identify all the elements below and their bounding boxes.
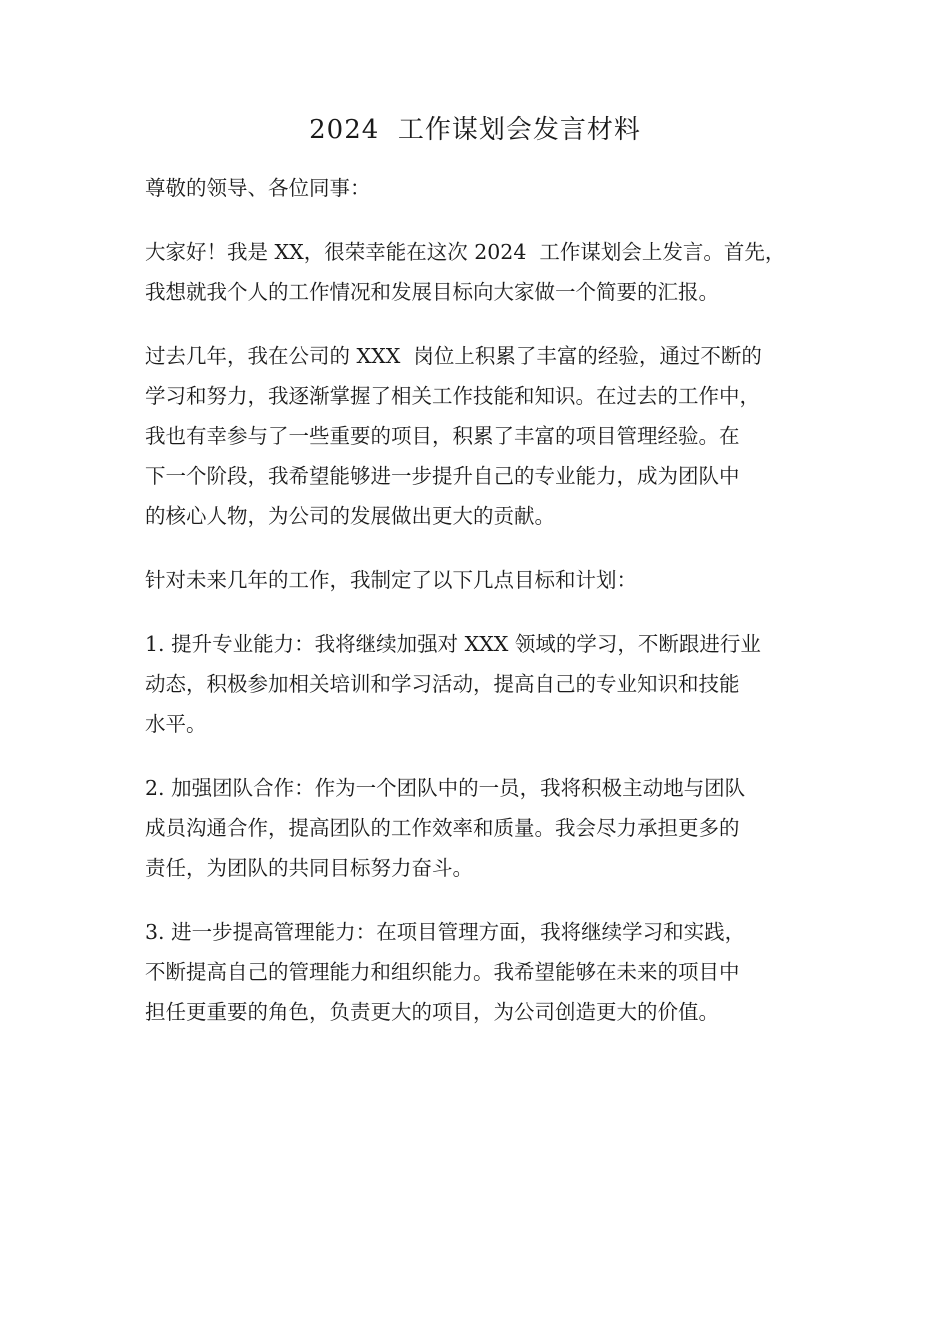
document-body: [145, 168, 810, 1056]
list-item-2: [145, 768, 810, 888]
text-line: 的核心人物，为公司的发展做出更大的贡献。: [145, 504, 555, 528]
text-line: 责任，为团队的共同目标努力奋斗。: [145, 856, 473, 880]
paragraph-experience: [145, 336, 810, 536]
text-line: 下一个阶段，我希望能够进一步提升自己的专业能力，成为团队中: [145, 464, 740, 488]
paragraph-greeting: [145, 232, 810, 312]
text-line: 成员沟通合作，提高团队的工作效率和质量。我会尽力承担更多的: [145, 816, 740, 840]
text-line: 3. 进一步提高管理能力：在项目管理方面，我将继续学习和实践，: [145, 920, 746, 944]
text-line: 我也有幸参与了一些重要的项目，积累了丰富的项目管理经验。在: [145, 424, 740, 448]
text-line: 学习和努力，我逐渐掌握了相关工作技能和知识。在过去的工作中，: [145, 384, 760, 408]
text-line: 过去几年，我在公司的 XXX 岗位上积累了丰富的经验，通过不断的: [145, 344, 762, 368]
list-item-3: [145, 912, 810, 1032]
salutation-paragraph: [145, 168, 810, 208]
text-line: 水平。: [145, 712, 207, 736]
text-line: 我想就我个人的工作情况和发展目标向大家做一个简要的汇报。: [145, 280, 719, 304]
text-line: 1. 提升专业能力：我将继续加强对 XXX 领域的学习，不断跟进行业: [145, 632, 761, 656]
document-title: 2024 工作谋划会发言材料: [309, 115, 641, 145]
list-item-1: [145, 624, 810, 744]
text-line: 针对未来几年的工作，我制定了以下几点目标和计划：: [145, 568, 637, 592]
salutation-line: 尊敬的领导、各位同事：: [145, 176, 371, 200]
paragraph-plan-intro: [145, 560, 810, 600]
text-line: 动态，积极参加相关培训和学习活动，提高自己的专业知识和技能: [145, 672, 740, 696]
text-line: 担任更重要的角色，负责更大的项目，为公司创造更大的价值。: [145, 1000, 719, 1024]
text-line: 2. 加强团队合作：作为一个团队中的一员，我将积极主动地与团队: [145, 776, 746, 800]
text-line: 大家好！我是 XX，很荣幸能在这次 2024 工作谋划会上发言。首先，: [145, 240, 786, 264]
text-line: 不断提高自己的管理能力和组织能力。我希望能够在未来的项目中: [145, 960, 740, 984]
